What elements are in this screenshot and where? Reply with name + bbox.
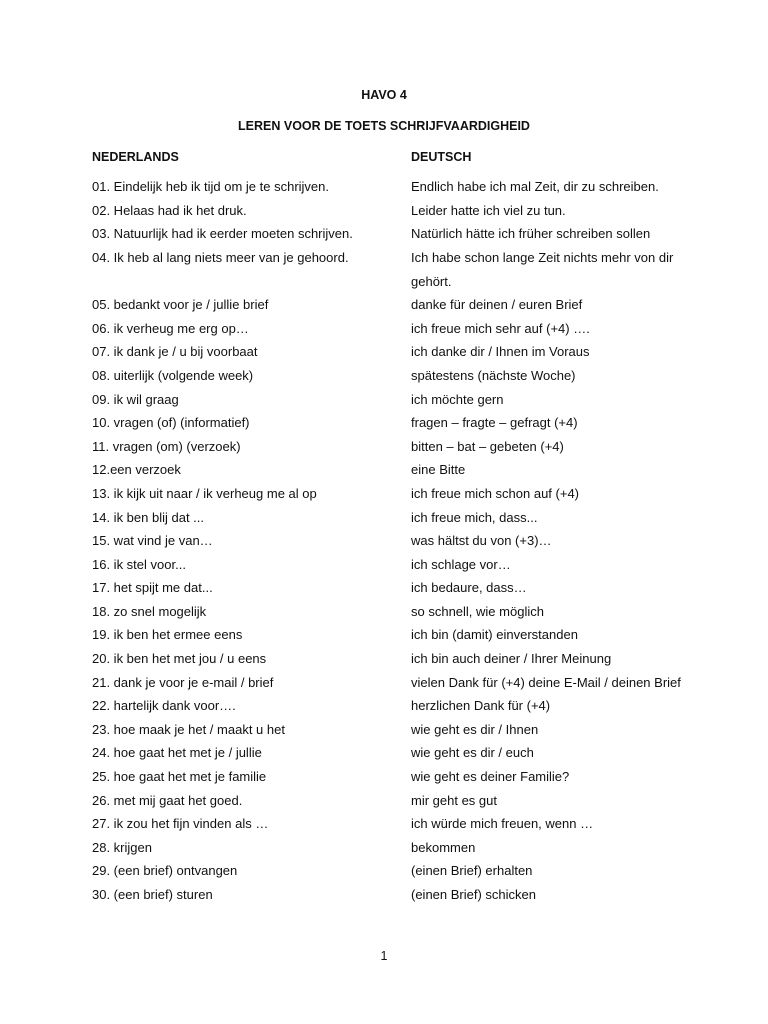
german-translation: ich bedaure, dass… bbox=[411, 580, 527, 596]
dutch-phrase: 17. het spijt me dat... bbox=[92, 580, 213, 596]
column-header-nederlands: NEDERLANDS bbox=[92, 150, 179, 164]
dutch-phrase: 19. ik ben het ermee eens bbox=[92, 627, 243, 643]
dutch-phrase: 26. met mij gaat het goed. bbox=[92, 792, 243, 808]
dutch-phrase: 29. (een brief) ontvangen bbox=[92, 863, 238, 879]
german-translation: danke für deinen / euren Brief bbox=[411, 297, 583, 313]
vocabulary-row bbox=[0, 860, 768, 884]
german-translation: ich bin auch deiner / Ihrer Meinung bbox=[411, 651, 612, 667]
vocabulary-row bbox=[0, 294, 768, 318]
dutch-phrase: 07. ik dank je / u bij voorbaat bbox=[92, 344, 258, 360]
german-translation: herzlichen Dank für (+4) bbox=[411, 698, 551, 714]
vocabulary-row bbox=[0, 459, 768, 483]
german-translation: Natürlich hätte ich früher schreiben sollen bbox=[411, 226, 651, 242]
german-translation: ich bin (damit) einverstanden bbox=[411, 627, 578, 643]
german-translation: ich würde mich freuen, wenn … bbox=[411, 816, 594, 832]
vocabulary-row bbox=[0, 318, 768, 342]
dutch-phrase: 10. vragen (of) (informatief) bbox=[92, 415, 250, 431]
dutch-phrase: 04. Ik heb al lang niets meer van je gehoord. bbox=[92, 249, 349, 265]
german-translation: wie geht es deiner Familie? bbox=[411, 769, 570, 785]
vocabulary-row bbox=[0, 223, 768, 247]
column-header-deutsch: DEUTSCH bbox=[411, 150, 472, 164]
dutch-phrase: 09. ik wil graag bbox=[92, 391, 179, 407]
vocabulary-row bbox=[0, 790, 768, 814]
vocabulary-row bbox=[0, 672, 768, 696]
vocabulary-row bbox=[0, 813, 768, 837]
german-translation: bitten – bat – gebeten (+4) bbox=[411, 438, 564, 454]
vocabulary-row bbox=[0, 837, 768, 861]
dutch-phrase: 27. ik zou het fijn vinden als … bbox=[92, 816, 269, 832]
dutch-phrase: 06. ik verheug me erg op… bbox=[92, 320, 249, 336]
vocabulary-row bbox=[0, 507, 768, 531]
dutch-phrase: 05. bedankt voor je / jullie brief bbox=[92, 297, 269, 313]
document-title: HAVO 4 bbox=[361, 88, 407, 102]
dutch-phrase: 11. vragen (om) (verzoek) bbox=[92, 438, 241, 454]
german-translation: (einen Brief) erhalten bbox=[411, 863, 533, 879]
dutch-phrase: 25. hoe gaat het met je familie bbox=[92, 769, 267, 785]
german-translation: bekommen bbox=[411, 839, 476, 855]
dutch-phrase: 24. hoe gaat het met je / jullie bbox=[92, 745, 262, 761]
vocabulary-row bbox=[0, 365, 768, 389]
dutch-phrase: 12.een verzoek bbox=[92, 462, 181, 478]
german-translation: vielen Dank für (+4) deine E-Mail / deinen Brief bbox=[411, 674, 681, 690]
vocabulary-row bbox=[0, 436, 768, 460]
german-translation: Endlich habe ich mal Zeit, dir zu schreiben. bbox=[411, 179, 659, 194]
vocabulary-row bbox=[0, 648, 768, 672]
german-translation: was hältst du von (+3)… bbox=[411, 533, 552, 549]
vocabulary-list bbox=[0, 176, 768, 908]
german-translation: Leider hatte ich viel zu tun. bbox=[411, 202, 566, 218]
german-translation: wie geht es dir / Ihnen bbox=[411, 721, 539, 737]
german-translation: ich schlage vor… bbox=[411, 556, 511, 572]
vocabulary-row bbox=[0, 389, 768, 413]
german-translation: fragen – fragte – gefragt (+4) bbox=[411, 415, 578, 431]
vocabulary-row bbox=[0, 884, 768, 908]
vocabulary-row bbox=[0, 176, 768, 200]
vocabulary-row bbox=[0, 601, 768, 625]
vocabulary-row bbox=[0, 719, 768, 743]
vocabulary-row bbox=[0, 695, 768, 719]
vocabulary-row bbox=[0, 341, 768, 365]
dutch-phrase: 21. dank je voor je e-mail / brief bbox=[92, 674, 274, 690]
dutch-phrase: 20. ik ben het met jou / u eens bbox=[92, 651, 267, 667]
german-translation: Ich habe schon lange Zeit nichts mehr von dir gehört. bbox=[411, 249, 674, 289]
dutch-phrase: 03. Natuurlijk had ik eerder moeten schrijven. bbox=[92, 226, 353, 242]
dutch-phrase: 15. wat vind je van… bbox=[92, 533, 213, 549]
page-number: 1 bbox=[380, 949, 388, 963]
german-translation: so schnell, wie möglich bbox=[411, 603, 544, 619]
german-translation: ich freue mich, dass... bbox=[411, 509, 538, 525]
dutch-phrase: 14. ik ben blij dat ... bbox=[92, 509, 205, 525]
german-translation: spätestens (nächste Woche) bbox=[411, 367, 576, 383]
german-translation: eine Bitte bbox=[411, 462, 466, 478]
german-translation: ich freue mich sehr auf (+4) …. bbox=[411, 320, 590, 336]
german-translation: (einen Brief) schicken bbox=[411, 887, 536, 903]
dutch-phrase: 08. uiterlijk (volgende week) bbox=[92, 367, 254, 383]
dutch-phrase: 13. ik kijk uit naar / ik verheug me al op bbox=[92, 485, 317, 501]
german-translation: ich danke dir / Ihnen im Voraus bbox=[411, 344, 590, 360]
vocabulary-row bbox=[0, 530, 768, 554]
dutch-phrase: 23. hoe maak je het / maakt u het bbox=[92, 721, 285, 737]
vocabulary-row bbox=[0, 742, 768, 766]
vocabulary-row bbox=[0, 577, 768, 601]
vocabulary-row bbox=[0, 247, 768, 294]
vocabulary-row bbox=[0, 624, 768, 648]
dutch-phrase: 22. hartelijk dank voor…. bbox=[92, 698, 236, 714]
german-translation: wie geht es dir / euch bbox=[411, 745, 534, 761]
vocabulary-row bbox=[0, 483, 768, 507]
vocabulary-row bbox=[0, 554, 768, 578]
dutch-phrase: 02. Helaas had ik het druk. bbox=[92, 202, 247, 218]
german-translation: mir geht es gut bbox=[411, 792, 497, 808]
dutch-phrase: 01. Eindelijk heb ik tijd om je te schrijven. bbox=[92, 179, 330, 194]
dutch-phrase: 18. zo snel mogelijk bbox=[92, 603, 207, 619]
german-translation: ich möchte gern bbox=[411, 391, 504, 407]
vocabulary-row bbox=[0, 200, 768, 224]
dutch-phrase: 16. ik stel voor... bbox=[92, 556, 186, 572]
german-translation: ich freue mich schon auf (+4) bbox=[411, 485, 579, 501]
dutch-phrase: 30. (een brief) sturen bbox=[92, 887, 213, 903]
vocabulary-row bbox=[0, 412, 768, 436]
document-subtitle: LEREN VOOR DE TOETS SCHRIJFVAARDIGHEID bbox=[238, 119, 530, 133]
vocabulary-row bbox=[0, 766, 768, 790]
dutch-phrase: 28. krijgen bbox=[92, 839, 152, 855]
